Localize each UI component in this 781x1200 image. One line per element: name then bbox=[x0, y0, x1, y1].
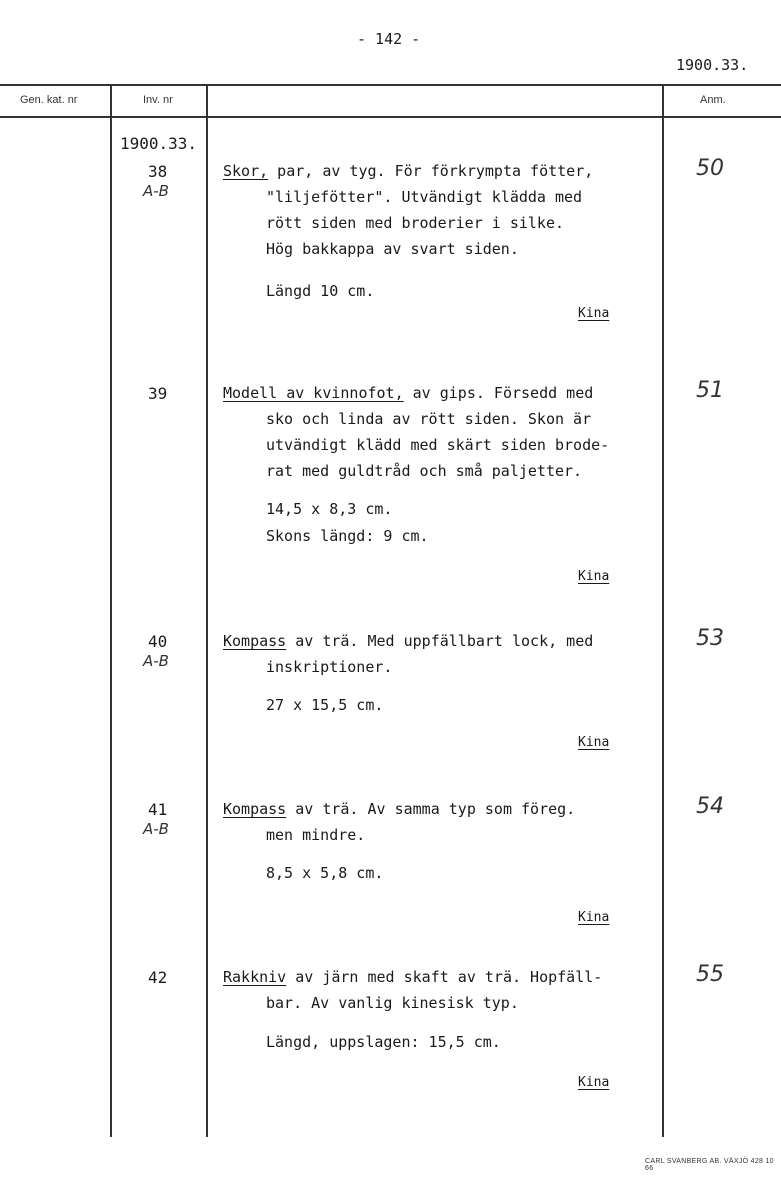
inv-series: 1900.33. bbox=[120, 134, 198, 153]
entry-first-line bbox=[223, 800, 575, 818]
anm-number: 53 bbox=[696, 626, 724, 651]
inv-number: 39 bbox=[148, 384, 168, 403]
inv-number: 38 bbox=[148, 162, 168, 181]
column-divider-1 bbox=[110, 85, 112, 1137]
anm-number: 55 bbox=[696, 962, 724, 987]
entry-origin: Kina bbox=[578, 910, 610, 925]
entry-title: Kompass bbox=[223, 632, 287, 650]
entry-dimensions: Längd, uppslagen: 15,5 cm. bbox=[266, 1033, 501, 1051]
entry-origin: Kina bbox=[578, 569, 610, 584]
entry-line: rött siden med broderier i silke. bbox=[266, 214, 565, 232]
inv-subletters: A-B bbox=[143, 820, 169, 838]
inv-subletters: A-B bbox=[143, 182, 169, 200]
entry-line: inskriptioner. bbox=[266, 658, 393, 676]
entry-first-line bbox=[223, 968, 602, 986]
entry-dimensions: Längd 10 cm. bbox=[266, 282, 375, 300]
inv-number: 42 bbox=[148, 968, 168, 987]
entry-line: Hög bakkappa av svart siden. bbox=[266, 240, 519, 258]
entry-origin: Kina bbox=[578, 306, 610, 321]
inv-number: 41 bbox=[148, 800, 168, 819]
column-divider-3 bbox=[662, 85, 664, 1137]
entry-first-line bbox=[223, 162, 593, 180]
entry-title: Rakkniv bbox=[223, 968, 287, 986]
entry-line: rat med guldtråd och små paljetter. bbox=[266, 462, 583, 480]
entry-line: utvändigt klädd med skärt siden brode- bbox=[266, 436, 610, 454]
entry-dimensions: 8,5 x 5,8 cm. bbox=[266, 864, 384, 882]
entry-title: Skor, bbox=[223, 162, 269, 180]
entry-text: av trä. Av samma typ som föreg. bbox=[286, 800, 576, 818]
column-divider-2 bbox=[206, 85, 208, 1137]
printer-footer: CARL SVANBERG AB. VÄXJÖ 428 10 66 bbox=[645, 1158, 774, 1172]
entry-line: bar. Av vanlig kinesisk typ. bbox=[266, 994, 519, 1012]
entry-line: sko och linda av rött siden. Skon är bbox=[266, 410, 592, 428]
entry-line: men mindre. bbox=[266, 826, 366, 844]
entry-origin: Kina bbox=[578, 735, 610, 750]
entry-first-line bbox=[223, 632, 593, 650]
entry-dimensions: Skons längd: 9 cm. bbox=[266, 527, 429, 545]
anm-number: 54 bbox=[696, 794, 724, 819]
entry-title: Modell av kvinnofot, bbox=[223, 384, 404, 402]
header-bottom-rule bbox=[0, 116, 781, 118]
page-number: - 142 - bbox=[357, 30, 421, 48]
column-header-inv: Inv. nr bbox=[143, 94, 173, 106]
entry-first-line bbox=[223, 384, 593, 402]
inv-number: 40 bbox=[148, 632, 168, 651]
entry-dimensions: 14,5 x 8,3 cm. bbox=[266, 500, 393, 518]
header-top-rule bbox=[0, 84, 781, 86]
entry-line: "liljefötter". Utvändigt klädda med bbox=[266, 188, 583, 206]
anm-number: 50 bbox=[696, 156, 724, 181]
inv-subletters: A-B bbox=[143, 652, 169, 670]
entry-text: av gips. Försedd med bbox=[403, 384, 594, 402]
entry-title: Kompass bbox=[223, 800, 287, 818]
entry-origin: Kina bbox=[578, 1075, 610, 1090]
anm-number: 51 bbox=[696, 378, 724, 403]
column-header-gen-kat: Gen. kat. nr bbox=[20, 94, 78, 106]
column-header-anm: Anm. bbox=[700, 94, 726, 106]
entry-text: av järn med skaft av trä. Hopfäll- bbox=[286, 968, 603, 986]
entry-dimensions: 27 x 15,5 cm. bbox=[266, 696, 384, 714]
year-series: 1900.33. bbox=[676, 56, 749, 74]
entry-text: av trä. Med uppfällbart lock, med bbox=[286, 632, 594, 650]
entry-text: par, av tyg. För förkrympta fötter, bbox=[268, 162, 594, 180]
